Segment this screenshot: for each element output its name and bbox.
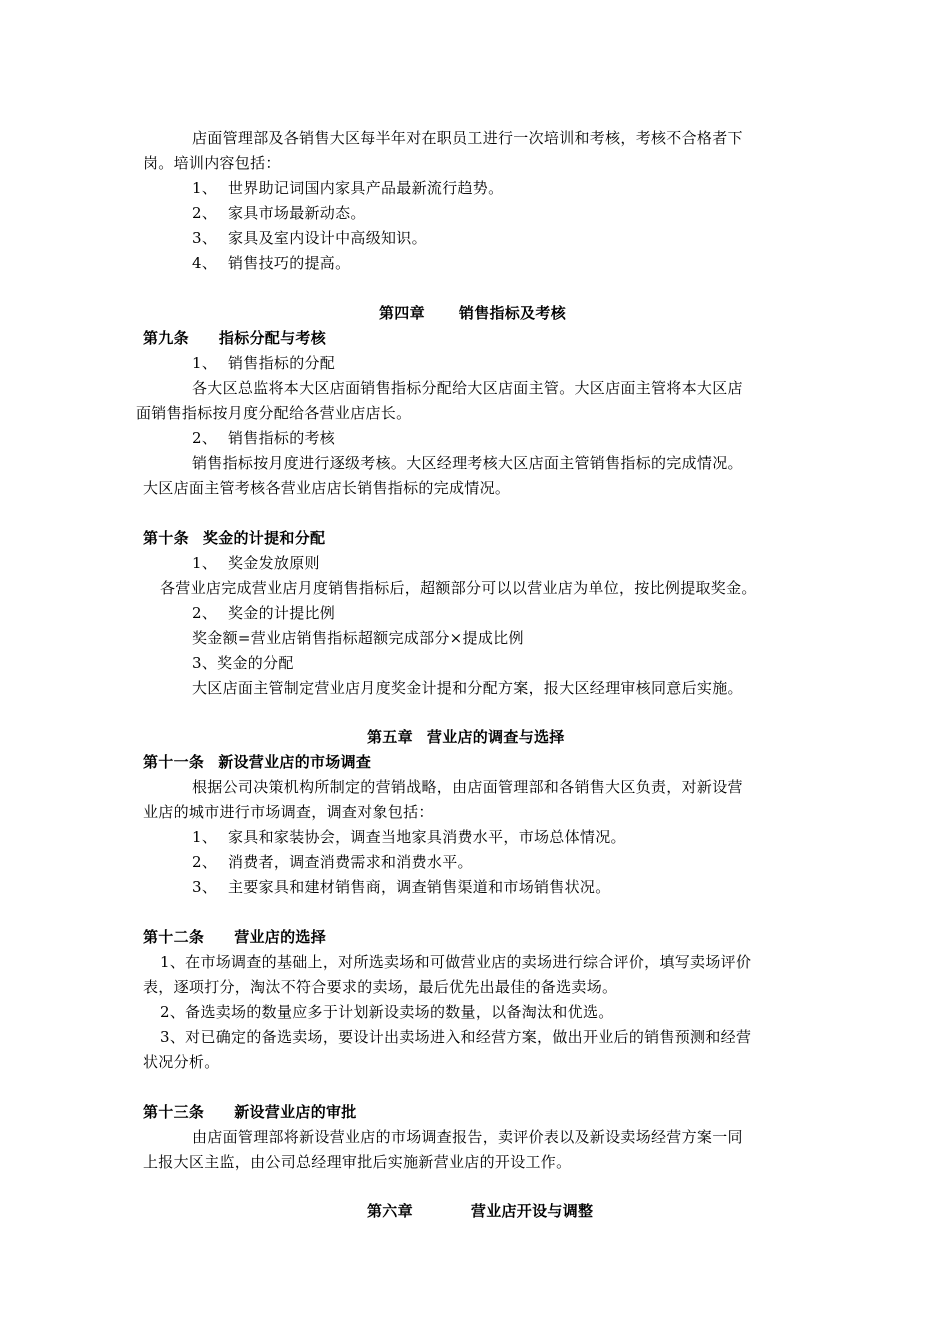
list-text: 家具及室内设计中高级知识。 bbox=[228, 229, 427, 247]
list-number: 3、 bbox=[192, 229, 218, 247]
list-number: 2、 bbox=[192, 604, 218, 622]
art12-paragraph1-line1: 1、在市场调查的基础上，对所选卖场和可做营业店的卖场进行综合评价，填写卖场评价 bbox=[160, 953, 752, 971]
list-text: 家具市场最新动态。 bbox=[228, 204, 366, 222]
list-number: 1、 bbox=[192, 554, 218, 572]
art11-item-1 bbox=[192, 827, 626, 847]
article-label: 第十二条 bbox=[143, 928, 205, 946]
article-11-heading bbox=[143, 752, 371, 772]
article-title: 奖金的计提和分配 bbox=[202, 529, 326, 547]
article-title: 新设营业店的市场调查 bbox=[218, 753, 372, 771]
chapter-6-heading bbox=[367, 1201, 593, 1221]
art9-paragraph2-line1: 销售指标按月度进行逐级考核。大区经理考核大区店面主管销售指标的完成情况。 bbox=[192, 454, 743, 472]
list-text: 奖金的计提比例 bbox=[228, 604, 336, 622]
intro-paragraph-line1: 店面管理部及各销售大区每半年对在职员工进行一次培训和考核，考核不合格者下 bbox=[192, 129, 743, 147]
art11-paragraph-line2: 业店的城市进行市场调查，调查对象包括： bbox=[143, 803, 434, 821]
list-text: 家具和家装协会，调查当地家具消费水平，市场总体情况。 bbox=[228, 828, 626, 846]
article-title: 指标分配与考核 bbox=[218, 329, 327, 347]
art12-paragraph3-line2: 状况分析。 bbox=[143, 1053, 220, 1071]
article-title: 新设营业店的审批 bbox=[234, 1103, 357, 1121]
list-number: 4、 bbox=[192, 254, 218, 272]
list-text: 世界助记词国内家具产品最新流行趋势。 bbox=[228, 179, 504, 197]
intro-list-item-1 bbox=[192, 178, 503, 198]
article-13-heading bbox=[143, 1102, 357, 1122]
art9-item-2 bbox=[192, 428, 335, 448]
article-label: 第十三条 bbox=[143, 1103, 205, 1121]
art9-item-1 bbox=[192, 353, 335, 373]
article-9-heading bbox=[143, 328, 326, 348]
art12-paragraph1-line2: 表，逐项打分，淘汰不符合要求的卖场，最后优先出最佳的备选卖场。 bbox=[143, 978, 618, 996]
list-number: 1、 bbox=[192, 179, 218, 197]
art9-paragraph1-line2: 面销售指标按月度分配给各营业店店长。 bbox=[136, 404, 412, 422]
article-label: 第九条 bbox=[143, 329, 189, 347]
art11-item-3 bbox=[192, 877, 611, 897]
art10-item-1 bbox=[192, 553, 320, 573]
list-text: 销售指标的分配 bbox=[228, 354, 336, 372]
intro-list-item-4 bbox=[192, 253, 350, 273]
article-label: 第十一条 bbox=[143, 753, 205, 771]
art13-paragraph-line2: 上报大区主监，由公司总经理审批后实施新营业店的开设工作。 bbox=[143, 1153, 572, 1171]
intro-list-item-3 bbox=[192, 228, 427, 248]
art9-paragraph1-line1: 各大区总监将本大区店面销售指标分配给大区店面主管。大区店面主管将本大区店 bbox=[192, 379, 743, 397]
art13-paragraph-line1: 由店面管理部将新设营业店的市场调查报告，卖评价表以及新设卖场经营方案一同 bbox=[192, 1128, 743, 1146]
list-text: 消费者，调查消费需求和消费水平。 bbox=[228, 853, 473, 871]
art10-paragraph3: 大区店面主管制定营业店月度奖金计提和分配方案，报大区经理审核同意后实施。 bbox=[192, 679, 743, 697]
chapter-title: 销售指标及考核 bbox=[458, 304, 567, 322]
list-number: 2、 bbox=[192, 853, 218, 871]
list-number: 2、 bbox=[192, 429, 218, 447]
list-number: 1、 bbox=[192, 354, 218, 372]
article-10-heading bbox=[143, 528, 325, 548]
list-number: 1、 bbox=[192, 828, 218, 846]
list-text: 奖金发放原则 bbox=[228, 554, 320, 572]
list-number: 3、 bbox=[192, 878, 218, 896]
art12-paragraph3-line1: 3、对已确定的备选卖场，要设计出卖场进入和经营方案，做出开业后的销售预测和经营 bbox=[160, 1028, 752, 1046]
chapter-label: 第五章 bbox=[367, 728, 413, 746]
chapter-4-heading bbox=[379, 303, 566, 323]
art11-paragraph-line1: 根据公司决策机构所制定的营销战略，由店面管理部和各销售大区负责，对新设营 bbox=[192, 778, 743, 796]
chapter-title: 营业店的调查与选择 bbox=[426, 728, 565, 746]
chapter-5-heading bbox=[367, 727, 565, 747]
art9-paragraph2-line2: 大区店面主管考核各营业店店长销售指标的完成情况。 bbox=[143, 479, 511, 497]
art11-item-2 bbox=[192, 852, 473, 872]
art10-paragraph1: 各营业店完成营业店月度销售指标后，超额部分可以以营业店为单位，按比例提取奖金。 bbox=[160, 579, 757, 597]
art10-formula: 奖金额=营业店销售指标超额完成部分×提成比例 bbox=[192, 629, 524, 647]
intro-list-item-2 bbox=[192, 203, 366, 223]
intro-paragraph-line2: 岗。培训内容包括： bbox=[143, 154, 281, 172]
list-text: 销售技巧的提高。 bbox=[228, 254, 351, 272]
art10-item-3: 3、奖金的分配 bbox=[192, 654, 294, 672]
chapter-label: 第六章 bbox=[367, 1202, 413, 1220]
art10-item-2 bbox=[192, 603, 335, 623]
article-title: 营业店的选择 bbox=[234, 928, 327, 946]
list-number: 2、 bbox=[192, 204, 218, 222]
chapter-title: 营业店开设与调整 bbox=[470, 1202, 594, 1220]
chapter-label: 第四章 bbox=[379, 304, 425, 322]
list-text: 销售指标的考核 bbox=[228, 429, 336, 447]
list-text: 主要家具和建材销售商，调查销售渠道和市场销售状况。 bbox=[228, 878, 611, 896]
art12-paragraph2: 2、备选卖场的数量应多于计划新设卖场的数量，以备淘汰和优选。 bbox=[160, 1003, 614, 1021]
article-12-heading bbox=[143, 927, 326, 947]
article-label: 第十条 bbox=[143, 529, 189, 547]
